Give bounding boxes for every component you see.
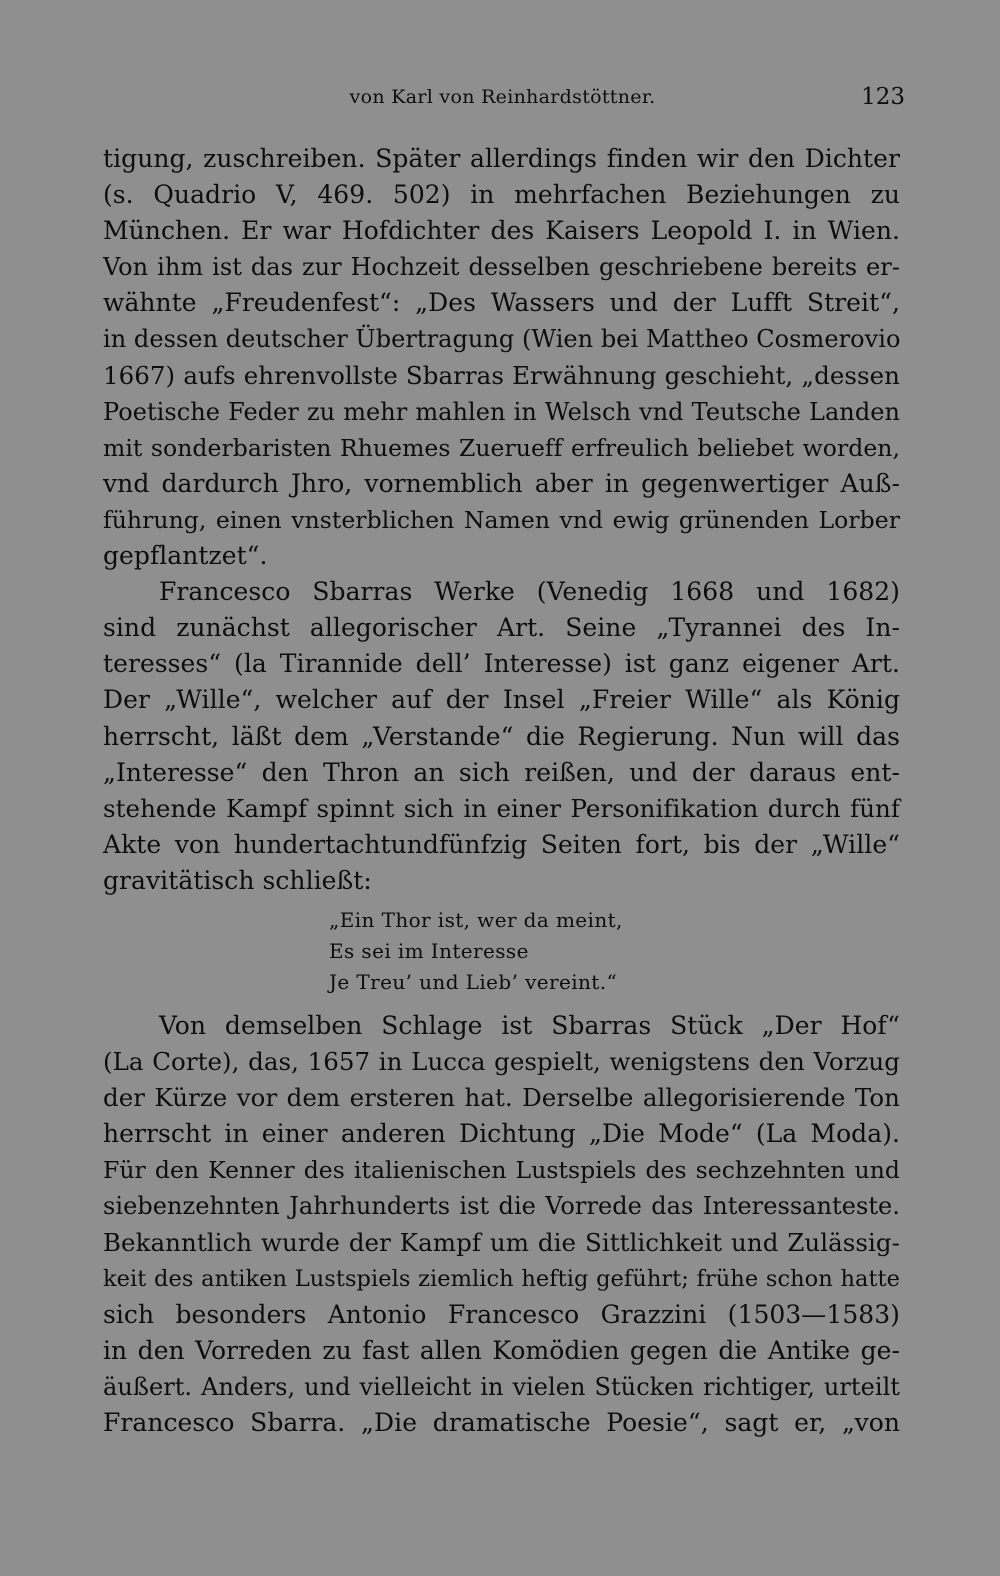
text-line: tigung, zuschreiben. Später allerdings finden wir den Dichter [103,144,900,173]
text-line: Bekanntlich wurde der Kampf um die Sittlichkeit und Zulässig- [103,1227,900,1257]
text-line: 1667) aufs ehrenvollste Sbarras Erwähnung geschieht, „dessen [103,360,900,390]
paragraph-3 [103,1008,900,1441]
verse-line: Es sei im Interesse [329,938,529,963]
text-line: gepflantzet“. [103,541,268,571]
text-line: Francesco Sbarra. „Die dramatische Poesie“, sagt er, „von [103,1408,900,1437]
page-header [100,86,905,120]
text-line: führung, einen vnsterblichen Namen vnd ewig grünenden Lorber [103,505,900,534]
text-line: der Kürze vor dem ersteren hat. Derselbe allegorisierende Ton [103,1083,900,1113]
text-line: siebenzehnten Jahrhunderts ist die Vorrede das Interessanteste. [103,1192,900,1221]
text-line: vnd dardurch Jhro, vornemblich aber in gegenwertiger Auß- [103,468,900,498]
text-line: keit des antiken Lustspiels ziemlich heftig geführt; frühe schon hatte [103,1265,900,1292]
text-line: Von ihm ist das zur Hochzeit desselben geschriebene bereits er- [103,253,900,282]
text-line: München. Er war Hofdichter des Kaisers Leopold I. in Wien. [103,216,900,246]
text-line: gravitätisch schließt: [103,865,372,895]
text-line: herrscht in einer anderen Dichtung „Die Mode“ (La Moda). [103,1119,900,1149]
text-line: (s. Quadrio V, 469. 502) in mehrfachen Beziehungen zu [103,180,900,210]
text-line: Von demselben Schlage ist Sbarras Stück „Der Hof“ [159,1010,900,1040]
text-line: sind zunächst allegorischer Art. Seine „Tyrannei des In- [103,613,900,643]
paragraph-1 [103,141,900,574]
text-line: mit sonderbaristen Rhuemes Zuerueff erfreulich beliebet worden, [103,433,900,462]
body-text [103,141,900,1441]
text-line: (La Corte), das, 1657 in Lucca gespielt, wenigstens den Vorzug [103,1047,900,1077]
text-line: in dessen deutscher Übertragung (Wien bei Mattheo Cosmerovio [103,325,901,354]
text-line: sich besonders Antonio Francesco Grazzini (1503—1583) [103,1299,900,1329]
text-line: Poetische Feder zu mehr mahlen in Welsch vnd Teutsche Landen [103,397,900,426]
text-line: herrscht, läßt dem „Verstande“ die Regierung. Nun will das [103,721,900,751]
text-line: Akte von hundertachtundfünfzig Seiten fort, bis der „Wille“ [103,829,900,859]
text-line: teresses“ (la Tirannide dell’ Interesse) ist ganz eigener Art. [103,649,900,679]
text-line: Für den Kenner des italienischen Lustspiels des sechzehnten und [103,1156,900,1185]
text-line: äußert. Anders, und vielleicht in vielen Stücken richtiger, urteilt [103,1372,900,1401]
page-number: 123 [861,84,905,110]
paragraph-2 [103,574,900,899]
text-line: stehende Kampf spinnt sich in einer Personifikation durch fünf [103,793,900,823]
verse-quote [103,899,900,1008]
text-line: Francesco Sbarras Werke (Venedig 1668 und 1682) [159,577,900,607]
running-title: von Karl von Reinhardstöttner. [349,86,656,108]
text-line: Der „Wille“, welcher auf der Insel „Freier Wille“ als König [103,685,900,715]
text-line: in den Vorreden zu fast allen Komödien gegen die Antike ge- [103,1335,900,1365]
verse-line: Je Treu’ und Lieb’ vereint.“ [329,969,618,994]
text-line: „Interesse“ den Thron an sich reißen, und der daraus ent- [103,757,900,787]
verse-line: „Ein Thor ist, wer da meint, [329,907,623,932]
text-line: wähnte „Freudenfest“: „Des Wassers und der Lufft Streit“, [103,288,900,318]
